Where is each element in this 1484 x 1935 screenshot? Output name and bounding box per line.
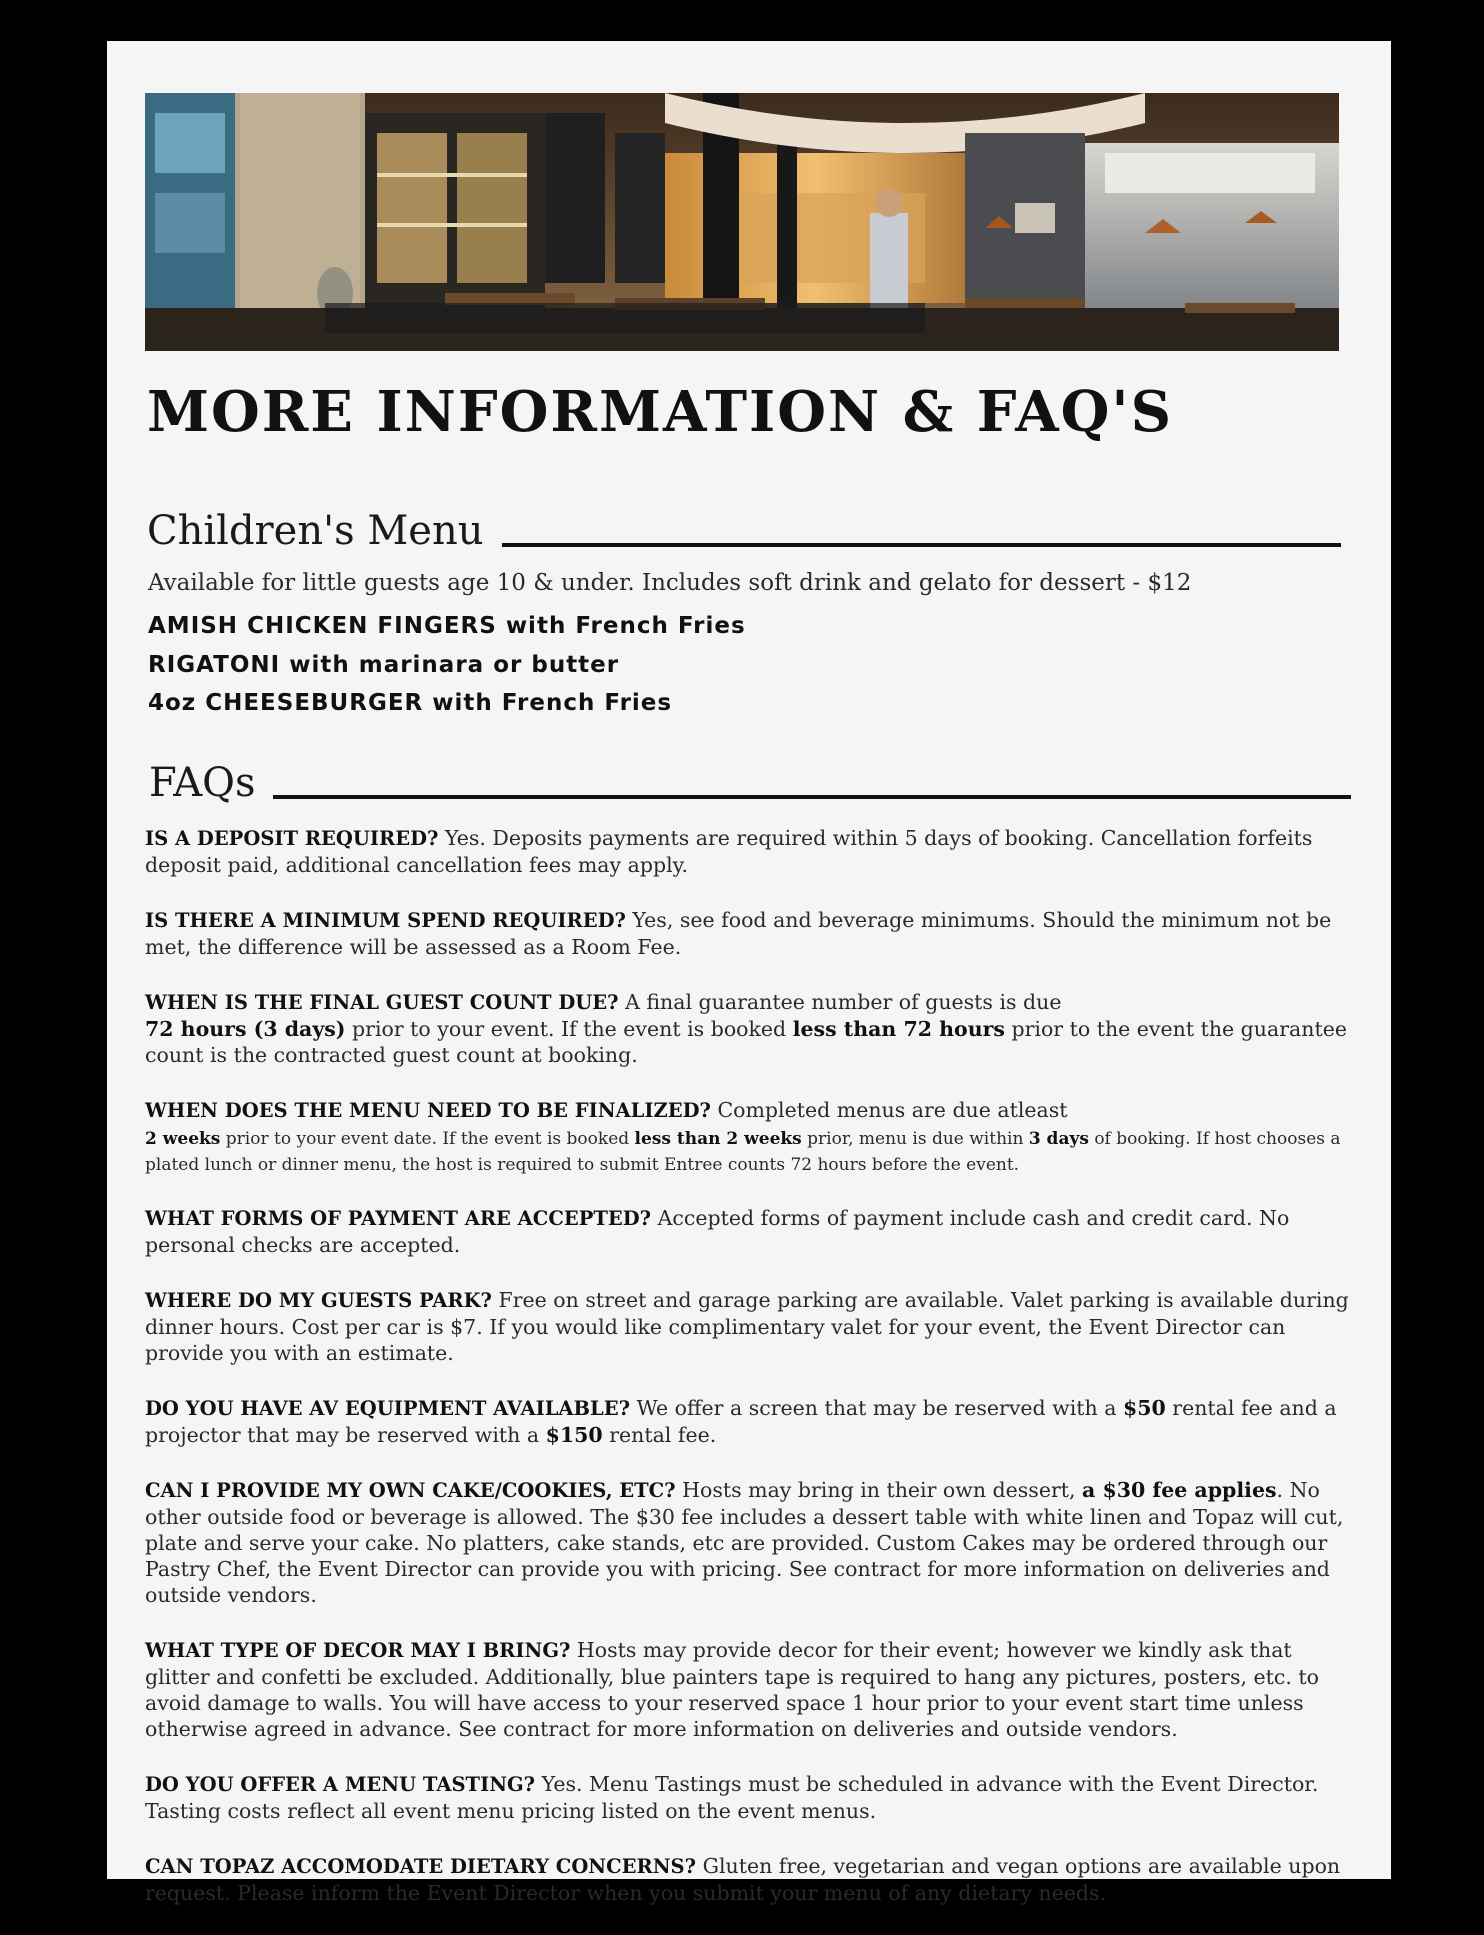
- faq-question: WHERE DO MY GUESTS PARK?: [145, 1289, 492, 1312]
- faq-question: IS THERE A MINIMUM SPEND REQUIRED?: [145, 909, 626, 932]
- faq-question: WHAT FORMS OF PAYMENT ARE ACCEPTED?: [145, 1207, 652, 1230]
- faq-answer: Completed menus are due atleast: [710, 1098, 1068, 1122]
- faqs-heading: FAQs: [149, 760, 256, 806]
- faq-question: CAN TOPAZ ACCOMODATE DIETARY CONCERNS?: [145, 1855, 697, 1878]
- faq-question: DO YOU OFFER A MENU TASTING?: [145, 1773, 536, 1796]
- list-item: RIGATONI with marinara or butter: [148, 651, 620, 678]
- faq-answer: of booking. If host chooses a plated lunch or dinner menu, the host is required to submit Entree counts 72 hours before the event.: [145, 1129, 1341, 1175]
- faq-answer: Gluten free, vegetarian and vegan options are available upon request. Please inform the Event Director when you submit your menu of any dietary needs.: [145, 1854, 1341, 1905]
- faq-answer: Yes. Deposits payments are required within 5 days of booking. Cancellation forfeits deposit paid, additional cancellation fees may apply.: [145, 826, 1313, 877]
- faq-question: DO YOU HAVE AV EQUIPMENT AVAILABLE?: [145, 1397, 631, 1420]
- faq-parking: [145, 1287, 1359, 1366]
- document-page: [107, 41, 1391, 1905]
- faq-menu-finalized: [145, 1097, 1359, 1176]
- faq-answer: Hosts may bring in their own dessert,: [675, 1478, 1083, 1502]
- faq-answer: prior to your event date. If the event is booked: [220, 1129, 635, 1149]
- faq-emphasis: less than 72 hours: [792, 1017, 1005, 1041]
- childrens-menu-header: [147, 508, 1341, 554]
- faq-answer: rental fee and a projector that may be reserved with a: [145, 1396, 1337, 1447]
- faq-answer: prior to your event. If the event is booked: [345, 1017, 793, 1041]
- faq-cake: [145, 1477, 1359, 1608]
- faq-question: WHEN IS THE FINAL GUEST COUNT DUE?: [145, 991, 619, 1014]
- faq-answer: Accepted forms of payment include cash and credit card. No personal checks are accepted.: [145, 1206, 1290, 1257]
- faq-answer: Yes, see food and beverage minimums. Should the minimum not be met, the difference will be assessed as a Room Fee.: [145, 908, 1332, 959]
- faq-dietary: [145, 1853, 1359, 1906]
- faq-emphasis: less than 2 weeks: [634, 1129, 802, 1149]
- faq-answer: rental fee.: [602, 1423, 717, 1447]
- restaurant-interior-image: [145, 93, 1339, 351]
- faq-emphasis: $50: [1122, 1396, 1166, 1420]
- faq-question: CAN I PROVIDE MY OWN CAKE/COOKIES, ETC?: [145, 1479, 676, 1502]
- faq-emphasis: 3 days: [1028, 1129, 1089, 1149]
- faq-answer: Hosts may provide decor for their event; however we kindly ask that glitter and confetti be excluded. Additionally, blue painters tape is required to hang any pictures, posters, etc. to avoid damage to walls. You will have access to your reserved space 1 hour prior to your event start time unless otherwise agreed in advance. See contract for more information on deliveries and outside vendors.: [145, 1638, 1319, 1741]
- list-item: AMISH CHICKEN FINGERS with French Fries: [148, 613, 746, 639]
- faq-emphasis: 2 weeks: [145, 1129, 221, 1149]
- childrens-menu-items: [148, 611, 746, 727]
- faq-answer: prior, menu is due within: [801, 1129, 1029, 1149]
- faq-av-equipment: [145, 1395, 1359, 1448]
- heading-rule: [273, 795, 1351, 799]
- faq-tasting: [145, 1771, 1359, 1824]
- faq-answer: prior to the event the guarantee count is the contracted guest count at booking.: [145, 1017, 1347, 1067]
- childrens-menu-description: Available for little guests age 10 & under. Includes soft drink and gelato for dessert - $12: [148, 570, 1192, 596]
- faq-question: IS A DEPOSIT REQUIRED?: [145, 827, 439, 850]
- faq-deposit: [145, 825, 1359, 878]
- faq-guest-count: [145, 989, 1359, 1068]
- faq-emphasis: $150: [545, 1423, 603, 1447]
- faq-question: WHAT TYPE OF DECOR MAY I BRING?: [145, 1639, 571, 1662]
- restaurant-photo: [145, 93, 1339, 351]
- faq-question: WHEN DOES THE MENU NEED TO BE FINALIZED?: [145, 1099, 711, 1122]
- faq-answer: We offer a screen that may be reserved with a: [630, 1396, 1123, 1420]
- faq-emphasis: 72 hours (3 days): [145, 1017, 346, 1041]
- faq-emphasis: a $30 fee applies: [1082, 1478, 1277, 1502]
- faq-payment: [145, 1205, 1359, 1258]
- list-item: 4oz CHEESEBURGER with French Fries: [148, 690, 673, 716]
- faq-answer: Yes. Menu Tastings must be scheduled in advance with the Event Director. Tasting costs reflect all event menu pricing listed on the event menus.: [145, 1772, 1319, 1823]
- faq-decor: [145, 1637, 1359, 1742]
- faq-answer: . No other outside food or beverage is allowed. The $30 fee includes a dessert table with white linen and Topaz will cut, plate and serve your cake. No platters, cake stands, etc are provided. Custom Cakes may be ordered through our Pastry Chef, the Event Director can provide you with pricing. See contract for more information on deliveries and outside vendors.: [145, 1478, 1344, 1607]
- page-title: MORE INFORMATION & FAQ'S: [147, 379, 1174, 445]
- heading-rule: [502, 543, 1341, 547]
- faq-answer-detail: [145, 1129, 1341, 1175]
- faq-minimum-spend: [145, 907, 1359, 960]
- faq-answer: Free on street and garage parking are available. Valet parking is available during dinner hours. Cost per car is $7. If you would like complimentary valet for your event, the Event Director can provide you with an estimate.: [145, 1288, 1349, 1365]
- childrens-menu-heading: Children's Menu: [147, 508, 484, 554]
- faq-list: [145, 825, 1359, 1935]
- faq-answer: A final guarantee number of guests is due: [618, 990, 1062, 1014]
- faqs-header: [149, 760, 1351, 806]
